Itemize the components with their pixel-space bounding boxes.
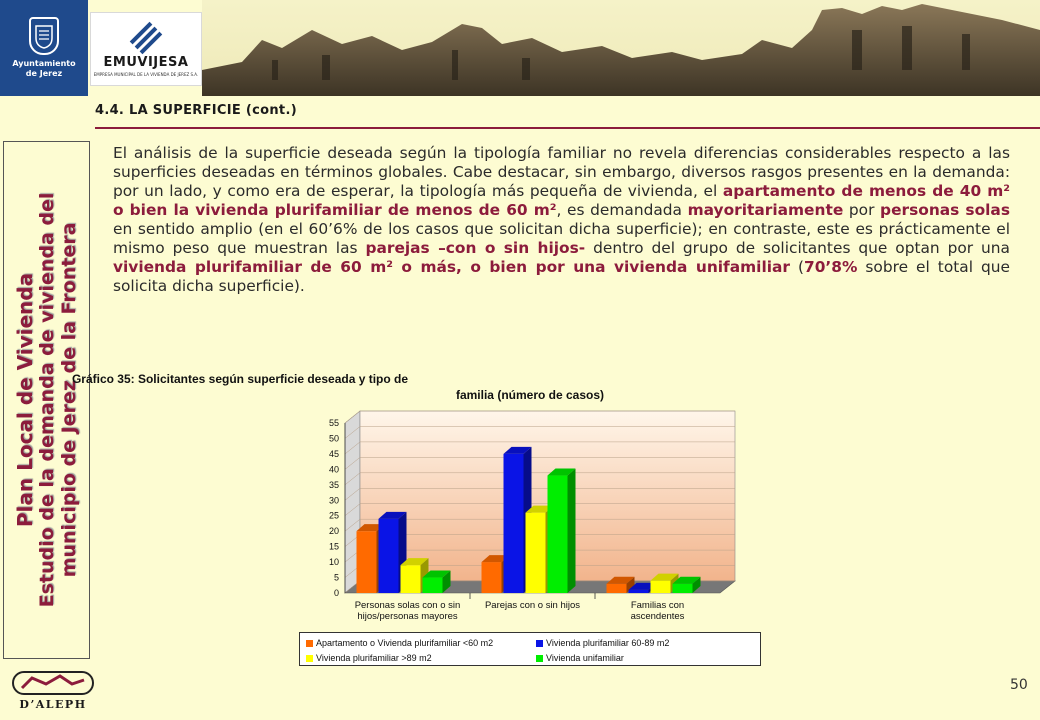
para-bold-2: mayoritariamente xyxy=(687,201,844,219)
side-panel xyxy=(3,141,90,659)
bar xyxy=(673,584,693,593)
legend-swatch-1 xyxy=(306,640,313,647)
bar xyxy=(548,476,568,593)
x-category-label: hijos/personas mayores xyxy=(357,611,458,622)
y-tick-label: 25 xyxy=(328,510,339,521)
bar-chart xyxy=(290,405,760,630)
y-tick-label: 55 xyxy=(328,418,339,428)
legend-label-4: Vivienda unifamiliar xyxy=(546,653,624,663)
ayuntamiento-line1: Ayuntamiento xyxy=(12,59,76,68)
x-category-label: Parejas con o sin hijos xyxy=(484,600,581,611)
legend-item-3 xyxy=(306,653,432,663)
bar xyxy=(357,531,377,593)
para-bold-3: personas solas xyxy=(880,201,1010,219)
y-tick-label: 40 xyxy=(328,464,339,475)
para-bold-4: parejas –con o sin hijos- xyxy=(365,239,586,257)
bar xyxy=(526,513,546,593)
bar xyxy=(504,454,524,593)
bar xyxy=(379,519,399,593)
y-tick-label: 35 xyxy=(328,479,339,490)
para-bold-1: apartamento de menos de 40 m² o bien la vivienda plurifamiliar de menos de 60 m² xyxy=(113,182,1011,219)
para-text-1: El análisis de la superficie deseada según la tipología familiar no revela diferencias considerables respecto a las superficies deseadas en términos globales. Cabe destacar, sin embargo, diversos rasgos presentes en la demanda: por un lado, y como era de esperar, la tipología más pequeña de vivienda, el xyxy=(113,144,1010,200)
chart-title-line2: familia (número de casos) xyxy=(455,388,605,402)
emuvijesa-logo[interactable] xyxy=(90,12,202,86)
para-text-7: sobre el total que solicita dicha superficie). xyxy=(113,258,1010,295)
chart-title-line1: Gráfico 35: Solicitantes según superficie deseada y tipo de xyxy=(71,372,409,386)
bar xyxy=(651,581,671,593)
y-tick-label: 5 xyxy=(333,572,339,583)
legend-label-3: Vivienda plurifamiliar >89 m2 xyxy=(316,653,432,663)
daleph-brand: D’ALEPH xyxy=(19,698,87,711)
legend-label-2: Vivienda plurifamiliar 60-89 m2 xyxy=(546,638,670,648)
y-tick-label: 30 xyxy=(328,495,339,506)
crest-icon xyxy=(29,17,59,55)
page-number: 50 xyxy=(1010,677,1028,693)
y-tick-label: 45 xyxy=(328,448,339,459)
y-tick-label: 15 xyxy=(328,541,339,552)
cathedral-banner-image xyxy=(202,0,1040,96)
legend-item-1 xyxy=(306,638,493,648)
side-title-line2: Estudio de la demanda de vivienda del xyxy=(35,192,58,608)
y-tick-label: 0 xyxy=(333,588,339,598)
side-title xyxy=(14,150,80,650)
chart-legend xyxy=(299,632,761,666)
header xyxy=(0,0,1040,96)
body-paragraph xyxy=(113,144,1010,296)
emuvijesa-mark-icon xyxy=(126,21,166,55)
legend-swatch-3 xyxy=(306,655,313,662)
emuvijesa-sub: EMPRESA MUNICIPAL DE LA VIVIENDA DE JEREZ S.A. xyxy=(93,72,199,77)
legend-label-1: Apartamento o Vivienda plurifamiliar <60 m2 xyxy=(316,638,494,648)
y-tick-label: 50 xyxy=(328,433,339,444)
legend-item-4 xyxy=(536,653,624,663)
y-tick-label: 10 xyxy=(328,557,339,568)
legend-swatch-2 xyxy=(536,640,543,647)
bar xyxy=(482,562,502,593)
x-category-label: Familias con xyxy=(630,600,685,611)
legend-item-2 xyxy=(536,638,669,648)
bar xyxy=(401,565,421,593)
para-text-3: por xyxy=(843,201,881,219)
bar xyxy=(423,578,443,593)
emuvijesa-name: EMUVIJESA xyxy=(103,55,189,70)
side-title-line1: Plan Local de Vivienda xyxy=(12,272,37,528)
para-text-4: en sentido amplio (en el 60’6% de los casos que solicitan dicha superficie); en contraste, este es prácticamente el mismo peso que muestran las xyxy=(113,220,1010,257)
ayuntamiento-line2: de Jerez xyxy=(25,69,63,78)
para-bold-6: 70’8% xyxy=(803,258,858,276)
para-text-5: dentro del grupo de solicitantes que optan por una xyxy=(585,239,1010,257)
side-title-line3: municipio de Jerez de la Frontera xyxy=(57,222,80,578)
y-tick-label: 20 xyxy=(328,526,339,537)
x-category-label: Personas solas con o sin xyxy=(354,600,461,611)
section-title: 4.4. LA SUPERFICIE (cont.) xyxy=(95,103,297,118)
bar xyxy=(607,584,627,593)
para-bold-5: vivienda plurifamiliar de 60 m² o más, o bien por una vivienda unifamiliar xyxy=(113,258,790,276)
x-category-label: ascendentes xyxy=(630,611,685,622)
legend-swatch-4 xyxy=(536,655,543,662)
para-text-2: , es demandada xyxy=(556,201,688,219)
bar-side xyxy=(568,469,576,593)
header-divider xyxy=(95,127,1040,129)
ayuntamiento-logo[interactable] xyxy=(0,0,88,96)
bar xyxy=(629,590,649,593)
para-text-6: ( xyxy=(789,258,804,276)
